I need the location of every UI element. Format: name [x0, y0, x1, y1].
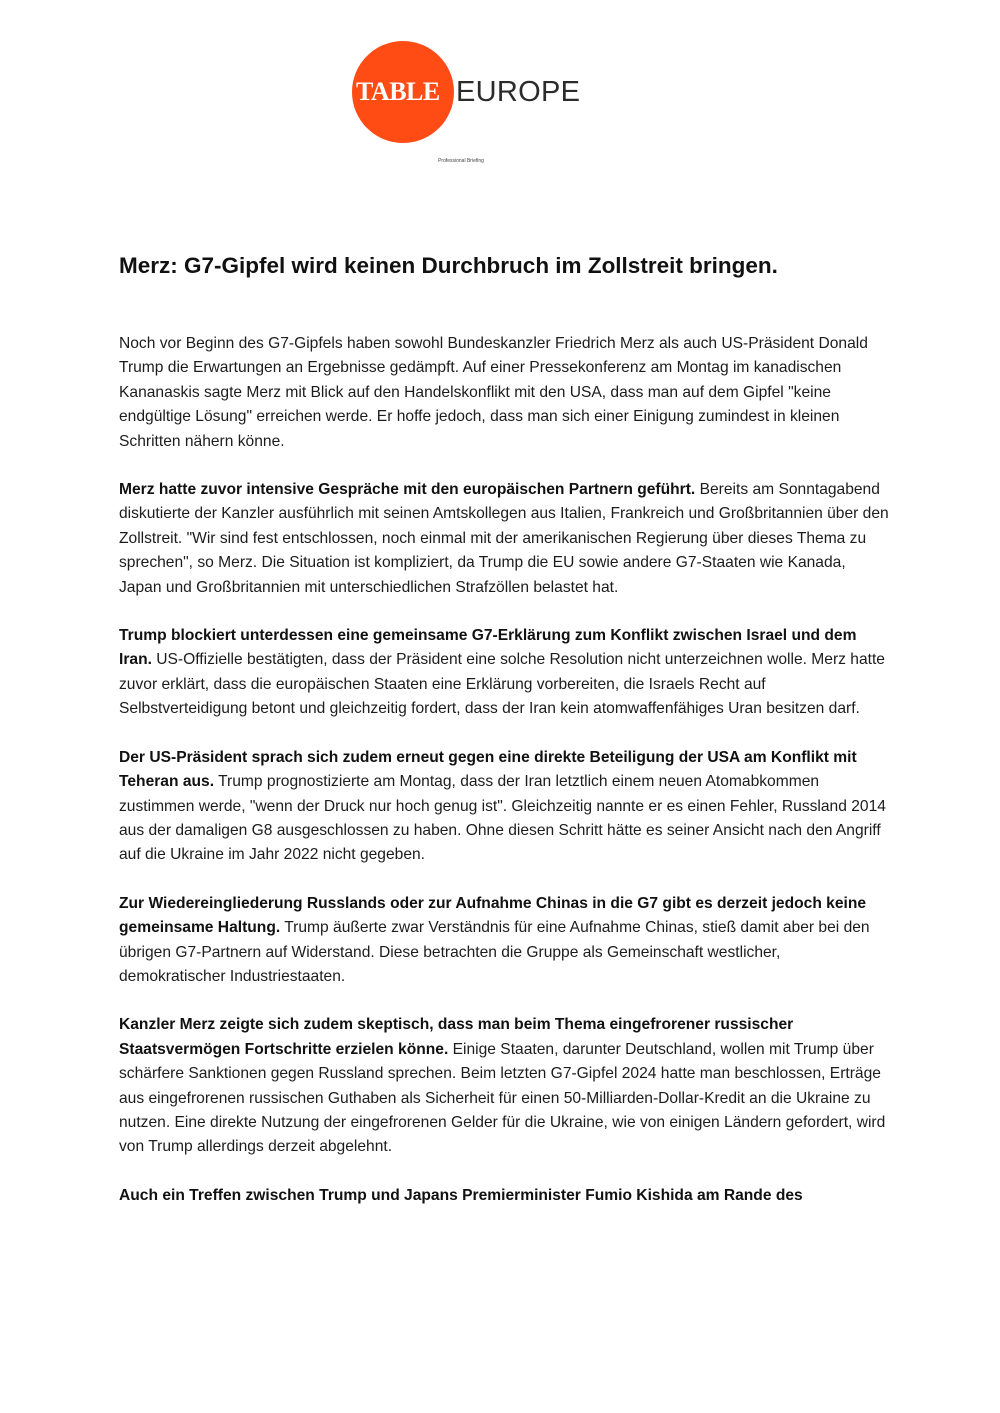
article-paragraph-5: [119, 892, 889, 990]
paragraph-lead: Trump blockiert unterdessen eine gemeinsame G7-Erklärung zum Konflikt zwischen Israel und dem Iran.: [119, 627, 857, 669]
article-paragraph-1: [119, 332, 889, 454]
article-headline: Merz: G7-Gipfel wird keinen Durchbruch im Zollstreit bringen.: [119, 253, 778, 278]
article-paragraph-2: [119, 478, 889, 600]
article-paragraph-3: [119, 624, 889, 722]
article-paragraph-6: [119, 1013, 889, 1159]
logo-circle-icon: [352, 41, 454, 143]
table-europe-logo: [352, 42, 580, 142]
paragraph-text: Trump äußerte zwar Verständnis für eine Aufnahme Chinas, stieß damit aber bei den übrigen G7-Partnern auf Widerstand. Diese betrachten die Gruppe als Gemeinschaft westlicher, demokratischer Industriestaaten.: [119, 919, 870, 985]
paragraph-text: US-Offizielle bestätigten, dass der Präsident eine solche Resolution nicht unterzeichnen wolle. Merz hatte zuvor erklärt, dass die europäischen Staaten eine Erklärung vorbereiten, die Israels Recht auf Selbstverteidigung betont und gleichzeitig fordert, dass der Iran kein atomwaffenfähiges Uran besitzen darf.: [119, 651, 885, 718]
paragraph-text: Trump prognostizierte am Montag, dass der Iran letztlich einem neuen Atomabkommen zustimmen werde, "wenn der Druck nur hoch genug ist". Gleichzeitig nannte er es einen Fehler, Russland 2014 aus der damaligen G8 ausgeschlossen zu haben. Ohne diesen Schritt hätte es seiner Ansicht nach den Angriff auf die Ukraine im Jahr 2022 nicht gegeben.: [119, 773, 886, 864]
logo-text-table: TABLE: [356, 77, 440, 106]
paragraph-lead: Merz hatte zuvor intensive Gespräche mit den europäischen Partnern geführt.: [119, 481, 696, 499]
paragraph-text: Bereits am Sonntagabend diskutierte der Kanzler ausführlich mit seinen Amtskollegen aus Italien, Frankreich und Großbritannien über den Zollstreit. "Wir sind fest entschlossen, noch einmal mit der amerikanischen Regierung über dieses Thema zu sprechen", so Merz. Die Situation ist kompliziert, da Trump die EU sowie andere G7-Staaten wie Kanada, Japan und Großbritannien mit unterschiedlichen Strafzöllen belastet hat.: [119, 481, 889, 596]
article: [119, 250, 889, 1232]
paragraph-text: Einige Staaten, darunter Deutschland, wollen mit Trump über schärfere Sanktionen gegen Russland sprechen. Beim letzten G7-Gipfel 2024 hatte man beschlossen, Erträge aus eingefrorenen russischen Guthaben als Sicherheit für einen 50-Milliarden-Dollar-Kredit an die Ukraine zu nutzen. Eine direkte Nutzung der eingefrorenen Gelder für die Ukraine, wie von einigen Ländern gefordert, wird von Trump allerdings derzeit abgelehnt.: [119, 1040, 886, 1156]
logo-tagline: Professional Briefing: [438, 158, 484, 164]
article-paragraph-7: [119, 1184, 889, 1208]
logo-text-europe: EUROPE: [456, 75, 581, 108]
paragraph-text: Noch vor Beginn des G7-Gipfels haben sowohl Bundeskanzler Friedrich Merz als auch US-Präsident Donald Trump die Erwartungen an Ergebnisse gedämpft. Auf einer Pressekonferenz am Montag im kanadischen Kananaskis sagte Merz mit Blick auf den Handelskonflikt mit den USA, dass man auf dem Gipfel "keine endgültige Lösung" erreichen werde. Er hoffe jedoch, dass man sich einer Einigung zumindest in kleinen Schritten nähern könne.: [119, 335, 868, 450]
paragraph-lead: Der US-Präsident sprach sich zudem erneut gegen eine direkte Beteiligung der USA am Konflikt mit Teheran aus.: [119, 748, 857, 791]
paragraph-lead: Kanzler Merz zeigte sich zudem skeptisch, dass man beim Thema eingefrorener russischer Staatsvermögen Fortschritte erzielen könne.: [119, 1016, 794, 1058]
paragraph-lead: Zur Wiedereingliederung Russlands oder zur Aufnahme Chinas in die G7 gibt es derzeit jedoch keine gemeinsame Haltung.: [119, 894, 867, 937]
article-paragraph-4: [119, 746, 889, 868]
paragraph-lead: Auch ein Treffen zwischen Trump und Japans Premierminister Fumio Kishida am Rande des: [119, 1186, 803, 1204]
article-body: [119, 332, 889, 1208]
